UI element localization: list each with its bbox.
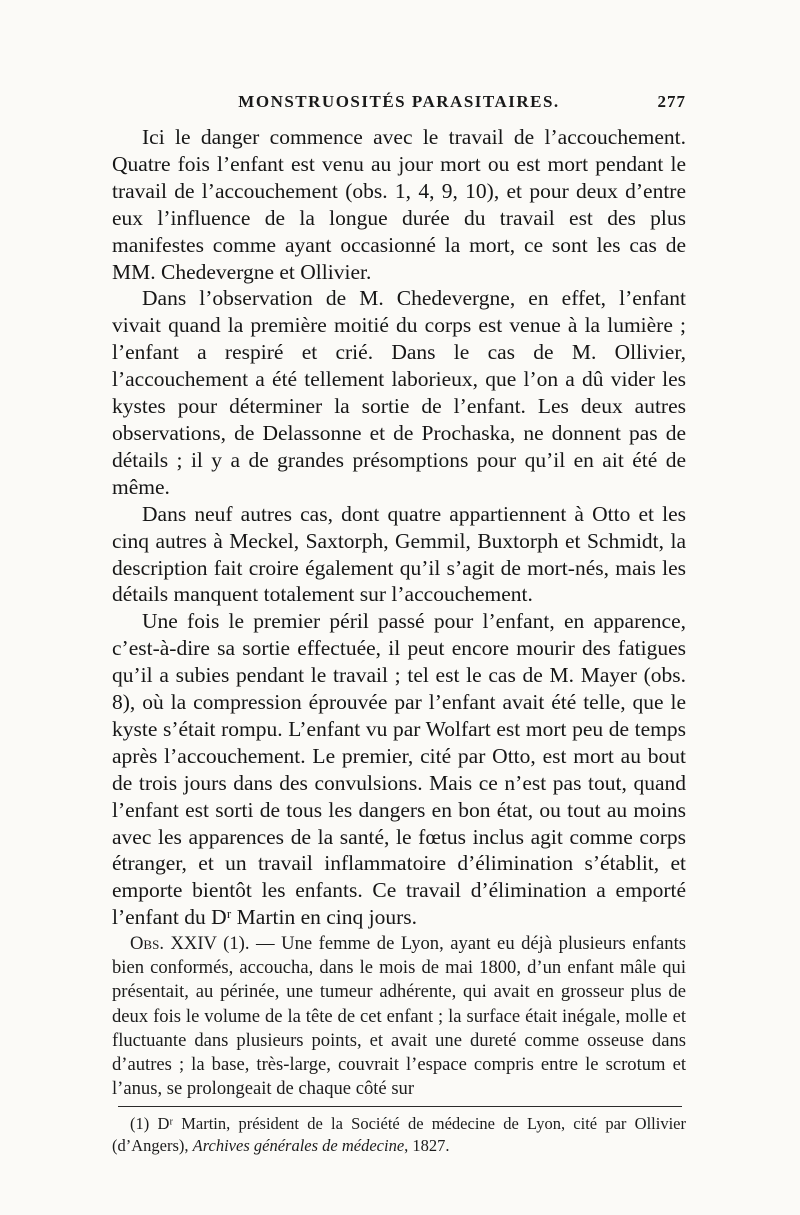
footnote [112, 1113, 686, 1157]
observation-paragraph [112, 932, 686, 1101]
paragraph-3: Dans neuf autres cas, dont quatre appartiennent à Otto et les cinq autres à Meckel, Saxtorph, Gemmil, Buxtorph et Schmidt, la description fait croire également qu’il s’agit de mort-nés, mais les détails manquent totalement sur l’accouchement. [112, 501, 686, 607]
paragraph-2: Dans l’observation de M. Chedevergne, en effet, l’enfant vivait quand la première moitié du corps est venue à la lumière ; l’enfant a respiré et crié. Dans le cas de M. Ollivier, l’accouchement a été tellement laborieux, que l’on a dû vider les kystes pour déterminer la sortie de l’enfant. Les deux autres observations, de Delassonne et de Prochaska, ne donnent pas de détails ; il y a de grandes présomptions pour qu’il en ait été de même. [112, 286, 686, 499]
running-title: MONSTRUOSITÉS PARASITAIRES. [238, 92, 560, 111]
page-number: 277 [657, 92, 686, 111]
page-header [112, 92, 686, 118]
footnote-journal-title: Archives générales de médecine [192, 1136, 405, 1155]
footnote-year: , 1827. [404, 1136, 450, 1155]
observation-text: — Une femme de Lyon, ayant eu déjà plusieurs enfants bien conformés, accoucha, dans le mois de mai 1800, d’un enfant mâle qui présentait, au périnée, une tumeur adhérente, qui avait en grosseur plus de deux fois le volume de la tête de cet enfant ; la surface était inégale, molle et fluctuante dans plusieurs points, et avait une dureté comme osseuse dans d’autres ; la base, très-large, couvrait l’espace compris entre le scrotum et l’anus, se prolongeait de chaque côté sur [112, 933, 686, 1100]
observation-label: Obs. XXIV (1). [130, 933, 250, 954]
main-text [112, 124, 686, 931]
footnote-divider [118, 1106, 682, 1107]
paragraph-4: Une fois le premier péril passé pour l’enfant, en apparence, c’est-à-dire sa sortie effectuée, il peut encore mourir des fatigues qu’il a subies pendant le travail ; tel est le cas de M. Mayer (obs. 8), où la compression éprouvée par l’enfant avait été telle, que le kyste s’était rompu. L’enfant vu par Wolfart est mort peu de temps après l’accouchement. Le premier, cité par Otto, est mort au bout de trois jours dans des convulsions. Mais ce n’est pas tout, quand l’enfant est sorti de tous les dangers en bon état, ou tout au moins avec les apparences de la santé, le fœtus inclus agit comme corps étranger, et un travail inflammatoire d’élimination s’établit, et emporte bientôt les enfants. Ce travail d’élimination a emporté l’enfant du Dʳ Martin en cinq jours. [112, 609, 686, 930]
footnote-text: (1) Dʳ Martin, président de la Société de médecine de Lyon, cité par Ollivier (d’Angers), [112, 1114, 686, 1155]
paragraph-1: Ici le danger commence avec le travail de l’accouchement. Quatre fois l’enfant est venu au jour mort ou est mort pendant le travail de l’accouchement (obs. 1, 4, 9, 10), et pour deux d’entre eux l’influence de la longue durée du travail est des plus manifestes comme ayant occasionné la mort, ce sont les cas de MM. Chedevergne et Ollivier. [112, 125, 686, 284]
